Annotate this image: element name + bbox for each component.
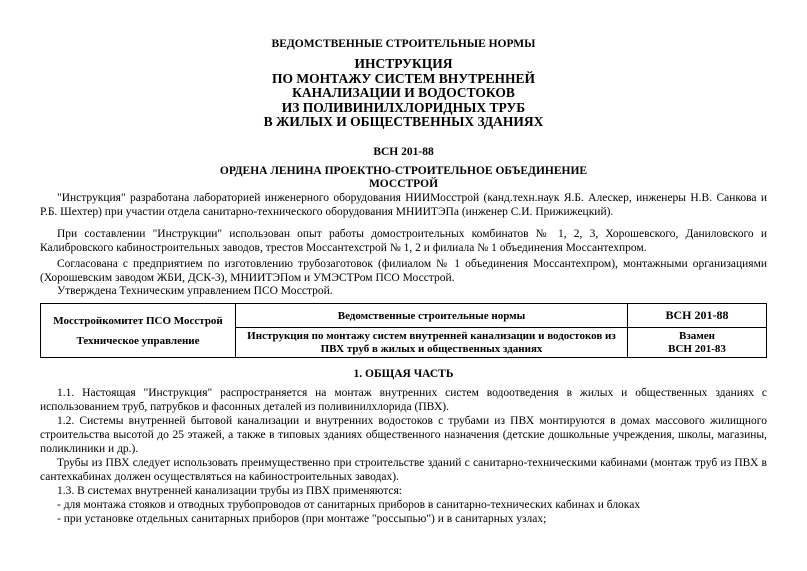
document-name-cell: Инструкция по монтажу систем внутренней канализации и водостоков из ПВХ труб в жилых и общественных зданиях — [236, 328, 628, 358]
agency-heading: ВЕДОМСТВЕННЫЕ СТРОИТЕЛЬНЫЕ НОРМЫ — [271, 38, 536, 50]
section-title: 1. ОБЩАЯ ЧАСТЬ — [353, 368, 454, 380]
document-title — [0, 57, 807, 130]
org-line: ОРДЕНА ЛЕНИНА ПРОЕКТНО-СТРОИТЕЛЬНОЕ ОБЪЕДИНЕНИЕ — [219, 165, 588, 177]
intro-paragraph: "Инструкция" разработана лабораторией инженерного оборудования НИИМосстрой (канд.техн.наук Я.Б. Алескер, инженеры Н.В. Санкова и Р.Б. Шехтер) при участии отдела санитарно-технического оборудования МНИИТЭПа (инженер С.И. Прижижецкий). — [40, 192, 767, 218]
code-cell: ВСН 201-88 — [628, 304, 767, 328]
section-paragraph: 1.1. Настоящая "Инструкция" распространяется на монтаж внутренних систем водоотведения в жилых и общественных зданиях с использованием труб, патрубков и фасонных деталей из поливинилхлорида (ПВХ). — [40, 387, 767, 413]
list-item: - при установке отдельных санитарных приборов (при монтаже "россыпью") и в санитарных узлах; — [57, 513, 547, 525]
issuer-name: Мосстройкомитет ПСО Мосстрой — [53, 314, 223, 327]
title-line: ИНСТРУКЦИЯ — [354, 56, 453, 71]
replaced-code: ВСН 201-83 — [668, 342, 726, 355]
replaces-cell — [628, 328, 767, 358]
section-paragraph: 1.3. В системах внутренней канализации трубы из ПВХ применяются: — [57, 485, 402, 497]
list-item: - для монтажа стояков и отводных трубопроводов от санитарных приборов в санитарно-технических кабинах и блоках — [57, 499, 641, 511]
intro-paragraph: Согласована с предприятием по изготовлению трубозаготовок (филиалом № 1 объединения Моссантехпром), монтажными организациями (Хорошевским заводом ЖБИ, ДСК-3), МНИИТЭПом и УМЭСТРом ПСО Мосстрой. — [40, 258, 767, 284]
intro-paragraph: Утверждена Техническим управлением ПСО Мосстрой. — [57, 285, 333, 297]
norms-type-cell: Ведомственные строительные нормы — [236, 304, 628, 328]
organization-heading — [0, 165, 807, 190]
document-code: ВСН 201-88 — [373, 146, 434, 158]
intro-paragraph: При составлении "Инструкции" использован опыт работы домостроительных комбинатов № 1, 2, 3, Хорошевского, Даниловского и Калибровского кабиностроительных заводов, трестов Моссантехстрой № 1, 2 и филиала № 1 объединения Моссантехпром. — [40, 228, 767, 254]
document-info-table — [40, 303, 767, 358]
issuer-department: Техническое управление — [76, 334, 200, 347]
title-line: ИЗ ПОЛИВИНИЛХЛОРИДНЫХ ТРУБ — [281, 99, 526, 115]
replaces-label: Взамен — [679, 329, 715, 342]
title-line: В ЖИЛЫХ И ОБЩЕСТВЕННЫХ ЗДАНИЯХ — [263, 114, 544, 129]
title-line: КАНАЛИЗАЦИИ И ВОДОСТОКОВ — [292, 85, 515, 100]
issuer-cell — [41, 304, 236, 358]
section-paragraph: 1.2. Системы внутренней бытовой канализации и внутренних водостоков с трубами из ПВХ монтируются в домах массового жилищного строительства высотой до 25 этажей, а также в типовых зданиях общественного назначения (детские дошкольные учреждения, школы, магазины, поликлиники и др.). — [40, 415, 767, 455]
section-paragraph: Трубы из ПВХ следует использовать преимущественно при строительстве зданий с санитарно-техническими кабинами (монтаж труб из ПВХ в сантехкабинах должен осуществляться на кабиностроительных заводах). — [40, 457, 767, 483]
org-line: МОССТРОЙ — [368, 177, 439, 190]
title-line: ПО МОНТАЖУ СИСТЕМ ВНУТРЕННЕЙ — [272, 70, 535, 86]
